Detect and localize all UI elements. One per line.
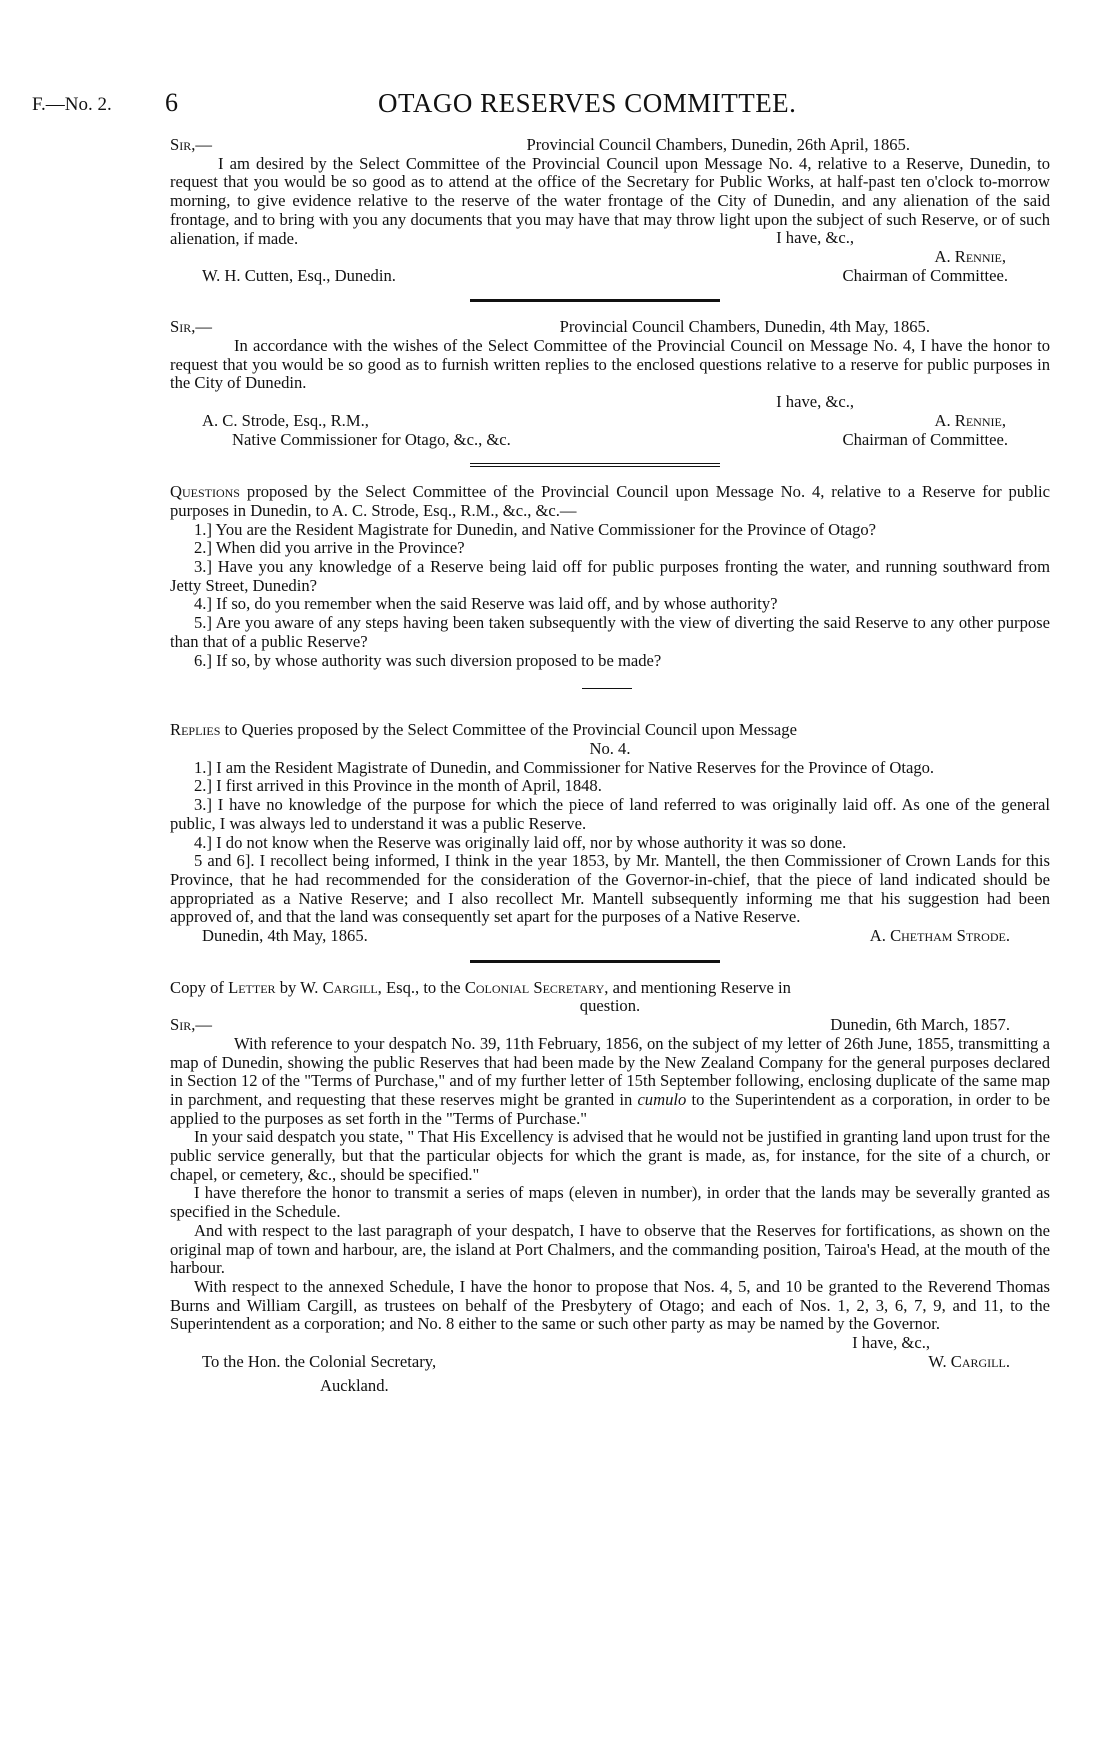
divider — [470, 960, 720, 963]
letter-body: In accordance with the wishes of the Select Committee of the Provincial Council on Message No. 4, I have the honor to request that you would be so good as to furnish written replies to the enclosed questions relative to a reserve for public purposes in the City of Dunedin. — [170, 336, 1050, 393]
closing: I have, &c., — [776, 392, 854, 412]
dateline: Provincial Council Chambers, Dunedin, 4th May, 1865. — [559, 317, 930, 337]
letter-paragraph: With respect to the annexed Schedule, I have the honor to propose that Nos. 4, 5, and 10 be granted to the Reverend Thomas Burns and William Cargill, as trustees on behalf of the Presbytery of Otago; and each of Nos. 1, 2, 3, 6, 7, 9, and 11, to the Superintendent as a corporation; and No. 8 either to the same or such other party as may be named by the Governor. — [170, 1276, 1050, 1334]
salutation: Sir,— — [170, 1015, 212, 1035]
replies-heading-line2: No. 4. — [589, 738, 631, 758]
page-title: OTAGO RESERVES COMMITTEE. — [378, 88, 797, 118]
signature: A. Rennie, — [934, 410, 1006, 430]
cargill-heading-line2: question. — [579, 996, 641, 1016]
question-item: 4.] If so, do you remember when the said Reserve was laid off, and by whose authority? — [194, 594, 778, 614]
cargill-heading: Copy of Letter by W. Cargill, Esq., to the Colonial Secretary, and mentioning Reserve in — [170, 977, 791, 997]
reply-item: 4.] I do not know when the Reserve was originally laid off, nor by whose authority it was so done. — [194, 832, 847, 852]
short-divider — [582, 688, 632, 689]
signature-title: Chairman of Committee. — [842, 265, 1008, 285]
letter-rennie-to-strode — [170, 318, 1050, 449]
letter-rennie-to-cutten — [170, 136, 1050, 285]
addressee: W. H. Cutten, Esq., Dunedin. — [202, 265, 396, 285]
letter-body: I am desired by the Select Committee of the Provincial Council upon Message No. 4, relative to a Reserve, Dunedin, to request that you would be so good as to attend at the office of the Secretary for Public Works, at half-past ten o'clock to-morrow morning, to give evidence relative to the reserve of the water frontage of the City of Dunedin, and any alienation of the said frontage, and to bring with you any documents that you may have that may throw light upon the subject of such Reserve, or of such alienation, if made. — [170, 153, 1050, 248]
addressee-title: Native Commissioner for Otago, &c., &c. — [232, 429, 511, 449]
addressee: To the Hon. the Colonial Secretary, — [202, 1351, 437, 1371]
letter-paragraph: With reference to your despatch No. 39, 11th February, 1856, on the subject of my letter of 26th June, 1855, transmitting a map of Dunedin, showing the public Reserves that had been made by the New Zealand Company for the general purposes declared in Section 12 of the "Terms of Purchase," and of my further letter of 15th September following, enclosing duplicate of the same map in parchment, and requesting that these reserves might be granted in cumulo to the Superintendent as a corporation, in order to be applied to the purposes as set forth in the "Terms of Purchase." — [170, 1033, 1050, 1128]
page-number: 6 — [165, 88, 178, 117]
double-divider — [470, 463, 720, 467]
closing: I have, &c., — [776, 228, 854, 248]
reply-dateline: Dunedin, 4th May, 1865. — [202, 926, 368, 946]
signature: A. Chetham Strode. — [869, 926, 1010, 946]
questions-section — [170, 483, 1050, 670]
addressee-location: Auckland. — [320, 1376, 389, 1396]
signature: W. Cargill. — [928, 1351, 1010, 1371]
salutation: Sir,— — [170, 317, 212, 337]
question-item: 2.] When did you arrive in the Province? — [194, 538, 465, 558]
reply-item: 3.] I have no knowledge of the purpose for which the piece of land referred to was originally laid off. As one of the general public, I was always led to understand it was a public Reserve. — [170, 795, 1050, 833]
addressee: A. C. Strode, Esq., R.M., — [202, 410, 369, 430]
question-item: 6.] If so, by whose authority was such diversion proposed to be made? — [194, 650, 662, 670]
replies-heading: Replies to Queries proposed by the Select Committee of the Provincial Council upon Message — [170, 720, 797, 740]
reply-item: 2.] I first arrived in this Province in the month of April, 1848. — [194, 776, 602, 796]
replies-section — [170, 721, 1050, 945]
letter-paragraph: And with respect to the last paragraph of your despatch, I have to observe that the Reserves for fortifications, as shown on the original map of town and harbour, are, the island at Port Chalmers, and the commanding position, Tairoa's Head, at the mouth of the harbour. — [170, 1220, 1050, 1278]
questions-heading: Questions proposed by the Select Committee of the Provincial Council upon Message No. 4, relative to a Reserve for public purposes in Dunedin, to A. C. Strode, Esq., R.M., &c., &c.— — [170, 482, 1050, 520]
signature: A. Rennie, — [934, 246, 1006, 266]
letter-paragraph: I have therefore the honor to transmit a series of maps (eleven in number), in order that the lands may be severally granted as specified in the Schedule. — [170, 1183, 1050, 1222]
dateline: Provincial Council Chambers, Dunedin, 26th April, 1865. — [526, 135, 910, 154]
question-item: 1.] You are the Resident Magistrate for Dunedin, and Native Commissioner for the Province of Otago? — [194, 519, 877, 539]
page-header — [0, 88, 1114, 128]
closing: I have, &c., — [852, 1333, 930, 1353]
question-item: 3.] Have you any knowledge of a Reserve being laid off for public purposes fronting the water, and running southward from Jetty Street, Dunedin? — [170, 557, 1050, 595]
document-reference: F.—No. 2. — [32, 94, 112, 115]
question-item: 5.] Are you aware of any steps having been taken subsequently with the view of diverting the said Reserve to any other purpose than that of a public Reserve? — [170, 613, 1050, 651]
letter-paragraph: In your said despatch you state, " That His Excellency is advised that he would not be justified in granting land upon trust for the public service generally, but that the particular objects for which the grant is made, as, for instance, for the site of a church, or chapel, or cemetery, &c., should be specified." — [170, 1127, 1050, 1184]
reply-item: 5 and 6]. I recollect being informed, I think in the year 1853, by Mr. Mantell, the then Commissioner of Crown Lands for this Province, that he had recommended for the consideration of the Governor-in-chief, that the piece of land indicated should be appropriated as a Native Reserve; and I also recollect Mr. Mantell subsequently informing me that his suggestion had been approved of, and that the land was consequently set apart for the purposes of a Native Reserve. — [170, 851, 1050, 927]
document-body — [170, 136, 1050, 1396]
divider — [470, 299, 720, 302]
signature-title: Chairman of Committee. — [842, 429, 1008, 449]
salutation: Sir,— — [170, 135, 212, 154]
dateline: Dunedin, 6th March, 1857. — [830, 1015, 1010, 1035]
reply-item: 1.] I am the Resident Magistrate of Dunedin, and Commissioner for Native Reserves for the Province of Otago. — [194, 757, 935, 777]
cargill-letter — [170, 979, 1050, 1396]
